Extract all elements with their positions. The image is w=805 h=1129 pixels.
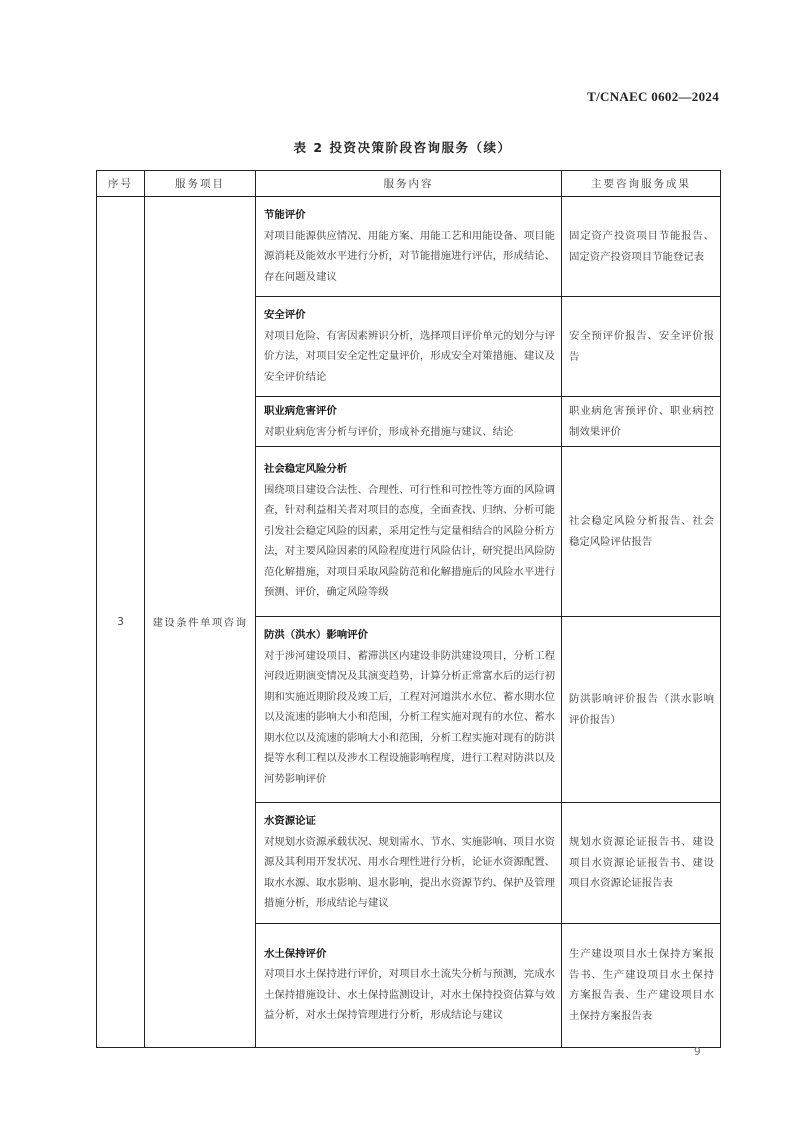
service-content-cell [256,923,562,1047]
column-header-item: 服务项目 [145,171,256,197]
service-content-cell [256,617,562,803]
service-result-cell [562,447,721,617]
service-content-text: 对规划水资源承载状况、规划需水、节水、实施影响、项目水资源及其利用开发状况、用水合理性进行分析，论证水资源配置、取水水源、取水影响、退水影响，提出水资源节约、保护及管理措施分析，形成结论与建议 [264,835,555,909]
table-header-row [97,171,721,197]
service-result-text: 生产建设项目水土保持方案报告书、生产建设项目水土保持方案报告表、生产建设项目水土保持方案报告表 [569,948,714,1022]
service-result-text: 职业病危害预评价、职业病控制效果评价 [569,405,714,438]
service-result-text: 固定资产投资项目节能报告、固定资产投资项目节能登记表 [569,230,714,263]
service-content-cell [256,397,562,447]
service-content-title: 水土保持评价 [264,947,327,960]
service-content-title: 节能评价 [264,209,306,221]
service-result-text: 防洪影响评价报告（洪水影响评价报告） [569,693,714,726]
service-result-cell [562,197,721,297]
page-number: 9 [694,1046,701,1058]
row-number: 3 [97,197,145,1048]
service-result-cell [562,923,721,1047]
service-content-text: 对项目危险、有害因素辨识分析，选择项目评价单元的划分与评价方法，对项目安全定性定量评价，形成安全对策措施、建议及安全评价结论 [264,329,555,383]
service-content-title: 职业病危害评价 [264,405,337,417]
service-result-text: 安全预评价报告、安全评价报告 [569,330,714,363]
service-result-cell [562,297,721,397]
column-header-content: 服务内容 [256,171,562,197]
service-content-title: 水资源论证 [264,815,316,827]
service-content-title: 防洪（洪水）影响评价 [264,629,368,641]
service-content-text: 对于涉河建设项目、蓄滞洪区内建设非防洪建设项目，分析工程河段近期演变情况及其演变趋势，计算分析正常富水后的运行初期和实施近期阶段及竣工后，工程对河道洪水水位、蓄水期水位以及流速的影响大小和范围，分析工程实施对现有的水位、蓄水期水位以及流速的影响大小和范围，分析工程实施对现有的防洪提等水利工程以及涉水工程设施影响程度，进行工程对防洪以及河势影响评价 [264,649,555,785]
service-content-cell [256,297,562,397]
service-content-cell [256,197,562,297]
service-content-cell [256,447,562,617]
table-row [97,197,721,297]
service-content-text: 对项目水土保持进行评价，对项目水土流失分析与预测，完成水土保持措施设计、水土保持监测设计，对水土保持投资估算与效益分析，对水土保持管理进行分析，形成结论与建议 [264,968,555,1021]
service-result-text: 社会稳定风险分析报告、社会稳定风险评估报告 [569,515,714,548]
service-result-cell [562,803,721,924]
column-header-result: 主要咨询服务成果 [562,171,721,197]
table-title: 表 2 投资决策阶段咨询服务（续） [293,140,512,155]
service-content-title: 社会稳定风险分析 [264,463,348,476]
consulting-services-table [96,170,721,1048]
service-result-cell [562,617,721,803]
service-result-text: 规划水资源论证报告书、建设项目水资源论证报告书、建设项目水资源论证报告表 [569,836,714,889]
service-content-title: 安全评价 [264,309,306,321]
column-header-no: 序号 [97,171,145,197]
service-content-text: 对职业病危害分析与评价，形成补充措施与建议、结论 [264,425,514,438]
service-content-text: 对项目能源供应情况、用能方案、用能工艺和用能设备、项目能源消耗及能效水平进行分析，对节能措施进行评估，形成结论、存在问题及建议 [264,229,555,283]
service-content-text: 围绕项目建设合法性、合理性、可行性和可控性等方面的风险调查，针对利益相关者对项目的态度，全面查找、归纳、分析可能引发社会稳定风险的因素，采用定性与定量相结合的风险分析方法，对主要风险因素的风险程度进行风险估计，研究提出风险防范化解措施，对项目采取风险防范和化解措施后的风险水平进行预测、评价，确定风险等级 [264,483,555,599]
standard-code: T/CNAEC 0602—2024 [587,89,719,104]
service-result-cell [562,397,721,447]
service-item: 建设条件单项咨询 [145,197,256,1048]
service-content-cell [256,803,562,924]
